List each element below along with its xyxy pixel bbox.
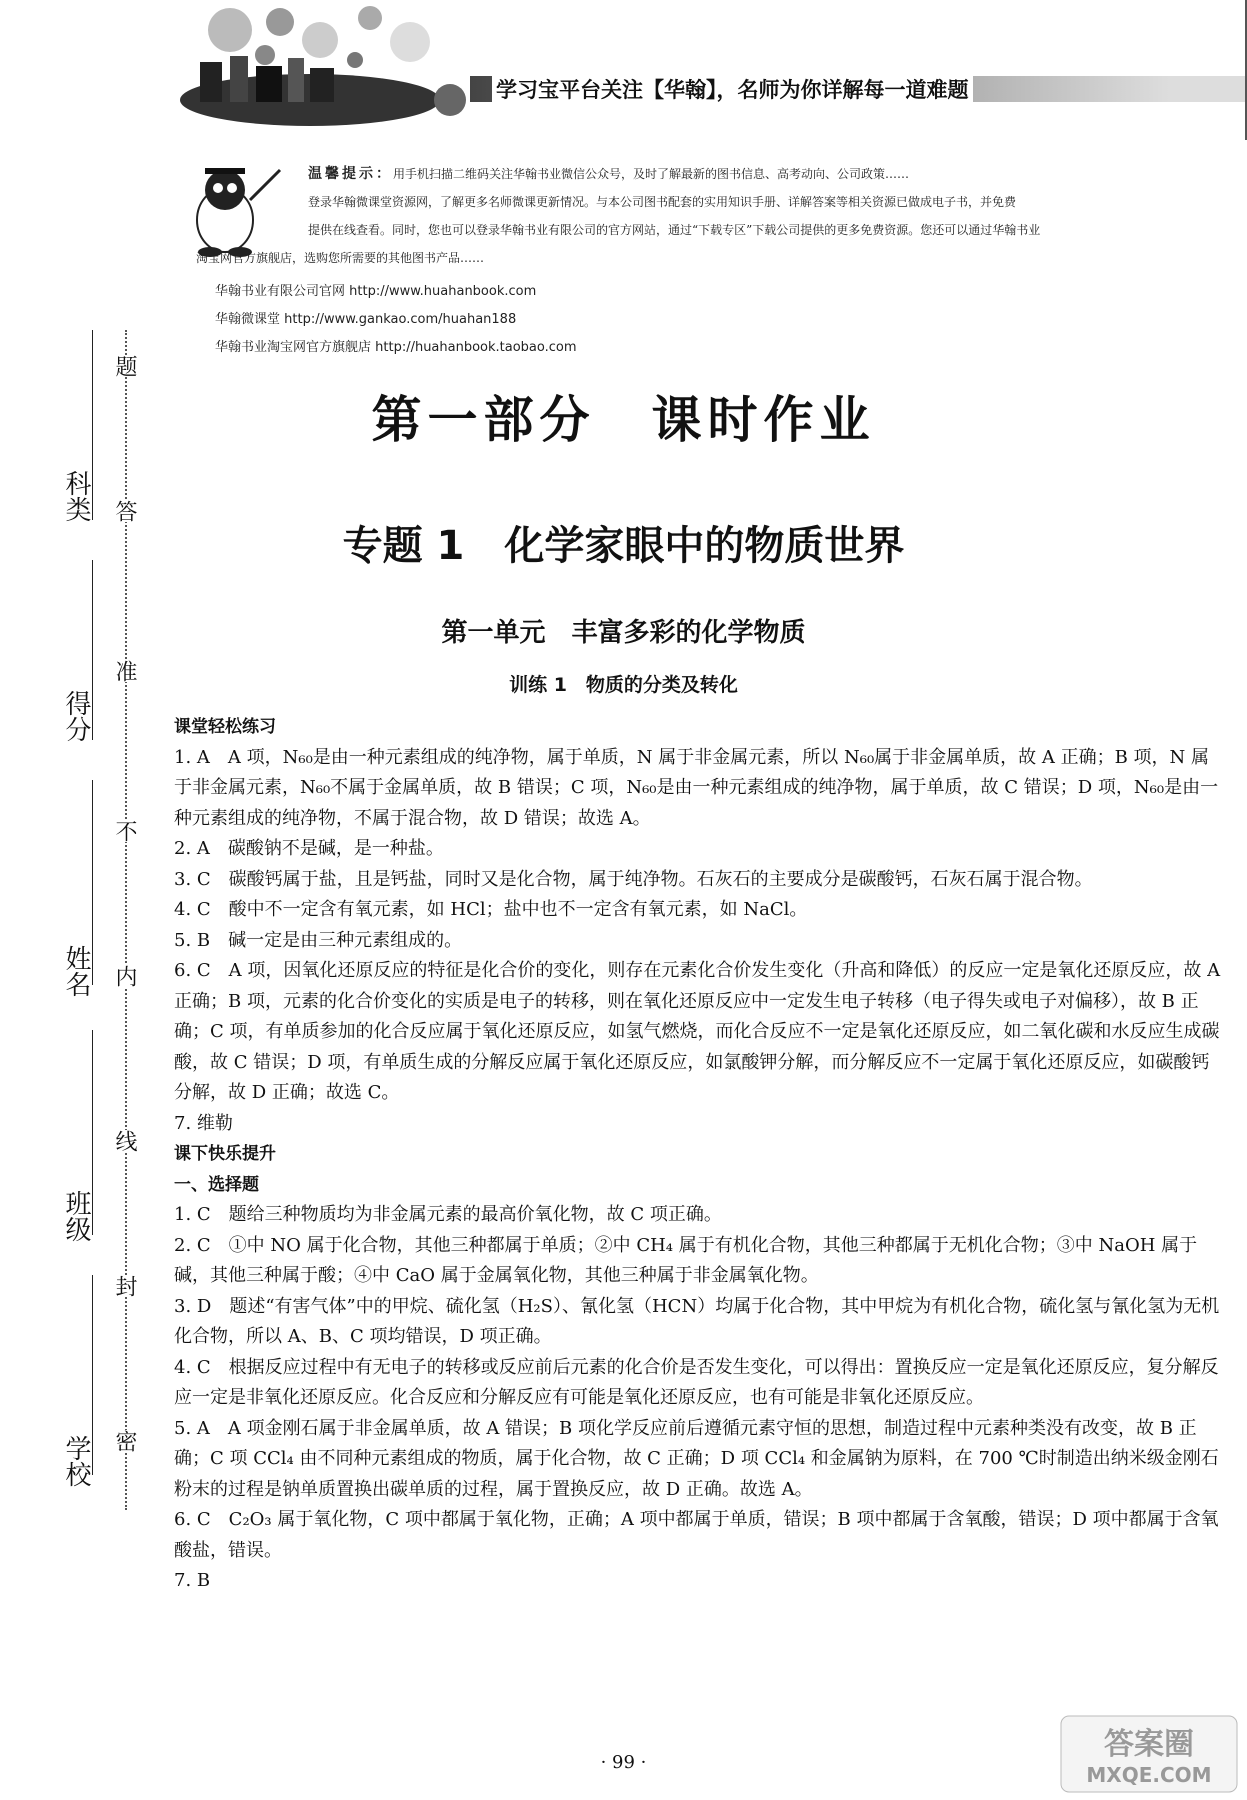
margin-blank-1 [92,330,93,520]
margin-blank-4 [92,1030,93,1235]
answer-item: 5. A A 项金刚石属于非金属单质，故 A 错误；B 项化学反应前后遵循元素守恒的思想，制造过程中元素种类没有改变，故 B 正确；C 项 CCl₄ 由不同种元素组成的物质，属于化合物，故 C 正确；D 项 CCl₄ 和金属钠为原料，在 700 ℃时制造出纳米级金刚石粉末的过程是钠单质置换出碳单质的过程，属于置换反应，故 D 正确。故选 A。 [174,1417,1219,1500]
tip-text-1: 用手机扫描二维码关注华翰书业微信公众号，及时了解最新的图书信息、高考动向、公司政策…… [393,167,910,181]
link-list [215,278,577,362]
answer-item: 2. A 碳酸钠不是碱，是一种盐。 [174,838,444,859]
binding-margin [55,0,95,1800]
header-banner [170,0,1247,140]
field-class: 班级 [61,1190,91,1242]
seal-char-8: 密 [110,1430,140,1452]
link-taobao-store: 华翰书业淘宝网官方旗舰店 http://huahanbook.taobao.com [215,340,577,355]
answer-item: 3. C 碳酸钙属于盐，且是钙盐，同时又是化合物，属于纯净物。石灰石的主要成分是碳酸钙，石灰石属于混合物。 [174,868,1093,890]
answer-item: 2. C ①中 NO 属于化合物，其他三种都属于单质；②中 CH₄ 属于有机化合物，其他三种都属于无机化合物；③中 NaOH 属于碱，其他三种属于酸；④中 CaO 属于金属氧化物，其他三种属于非金属氧化物。 [174,1234,1198,1286]
section-class-practice: 课堂轻松练习 [174,717,276,737]
link-official-site: 华翰书业有限公司官网 http://www.huahanbook.com [215,284,537,299]
books-globe-illustration [170,0,490,140]
field-school: 学校 [61,1435,91,1487]
watermark-top: 答案圈 [1104,1727,1194,1762]
watermark-bottom: MXQE.COM [1086,1763,1212,1787]
field-name: 姓名 [61,945,91,997]
answer-item: 6. C A 项，因氧化还原反应的特征是化合价的变化，则存在元素化合价发生变化（升高和降低）的反应一定是氧化还原反应，故 A 正确；B 项，元素的化合价变化的实质是电子的转移，则在氧化还原反应中一定发生电子转移（电子得失或电子对偏移），故 B 正确；C 项，有单质参加的化合反应属于氧化还原反应，如氢气燃烧，而化合反应不一定是氧化还原反应，如二氧化碳和水反应生成碳酸，故 C 错误；D 项，有单质生成的分解反应属于氧化还原反应，如氯酸钾分解，而分解反应不一定属于氧化还原反应，如碳酸钙分解，故 D 正确；故选 C。 [174,960,1221,1103]
margin-blank-2 [92,560,93,740]
seal-char-5: 内 [110,965,140,987]
answer-item: 4. C 根据反应过程中有无电子的转移或反应前后元素的化合价是否发生变化，可以得出：置换反应一定是氧化还原反应，复分解反应一定是非氧化还原反应。化合反应和分解反应有可能是氧化还原反应，也有可能是非氧化还原反应。 [174,1356,1219,1408]
topic-title: 专题 1 化学家眼中的物质世界 [342,523,905,569]
tip-line-4: 淘宝网官方旗舰店，选购您所需要的其他图书产品…… [196,251,485,265]
training-title: 训练 1 物质的分类及转化 [509,674,738,696]
answer-item: 5. B 碱一定是由三种元素组成的。 [174,929,463,951]
margin-blank-5 [92,1275,93,1475]
answer-item: 4. C 酸中不一定含有氧元素，如 HCl；盐中也不一定含有氧元素，如 NaCl。 [174,899,808,920]
watermark-logo [1059,1714,1239,1794]
tip-line-3: 提供在线查看。同时，您也可以登录华翰书业有限公司的官方网站，通过“下载专区”下载公司提供的更多免费资源。您还可以通过华翰书业 [308,223,1041,237]
seal-char-2: 答 [110,500,140,522]
answer-item: 6. C C₂O₃ 属于氧化物，C 项中都属于氧化物，正确；A 项中都属于单质，错误；B 项中都属于含氧酸，错误；D 项中都属于含氧酸盐，错误。 [174,1509,1219,1561]
answer-item: 1. C 题给三种物质均为非金属元素的最高价氧化物，故 C 项正确。 [174,1204,722,1225]
page-number: · 99 · [600,1752,647,1773]
field-subject: 科类 [61,470,91,522]
part-title: 第一部分 课时作业 [371,391,876,449]
answer-item: 7. 维勒 [174,1112,233,1134]
link-micro-class: 华翰微课堂 http://www.gankao.com/huahan188 [215,312,517,327]
answer-item: 3. D 题述“有害气体”中的甲烷、硫化氢（H₂S）、氰化氢（HCN）均属于化合物，其中甲烷为有机化合物，硫化氢与氰化氢为无机化合物，所以 A、B、C 项均错误，D 项正确。 [174,1295,1220,1347]
field-score: 得分 [61,690,91,742]
unit-title: 第一单元 丰富多彩的化学物质 [441,618,806,648]
tip-line-1 [308,160,1208,188]
tip-line-2: 登录华翰微课堂资源网，了解更多名师微课更新情况。与本公司图书配套的实用知识手册、详解答案等相关资源已做成电子书，并免费 [308,195,1017,209]
seal-char-1: 题 [110,355,140,377]
seal-char-4: 不 [110,820,140,842]
answer-content [174,712,1224,1597]
seal-char-3: 准 [110,660,140,682]
banner-slogan: 学习宝平台关注【华翰】，名师为你详解每一道难题 [492,74,973,104]
seal-char-7: 封 [110,1275,140,1297]
section-after-class: 课下快乐提升 [174,1144,276,1164]
section-multiple-choice: 一、选择题 [174,1174,259,1195]
answer-item: 7. B [174,1570,211,1591]
seal-char-6: 线 [110,1130,140,1152]
margin-blank-3 [92,780,93,985]
answer-item: 1. A A 项，N₆₀是由一种元素组成的纯净物，属于单质，N 属于非金属元素，所以 N₆₀属于非金属单质，故 A 正确；B 项，N 属于非金属元素，N₆₀不属于金属单质，故 B 错误；C 项，N₆₀是由一种元素组成的纯净物，属于单质，故 C 错误；D 项，N₆₀是由一种元素组成的纯净物，不属于混合物，故 D 错误；故选 A。 [174,746,1219,829]
tip-title: 温馨提示： [308,166,393,182]
